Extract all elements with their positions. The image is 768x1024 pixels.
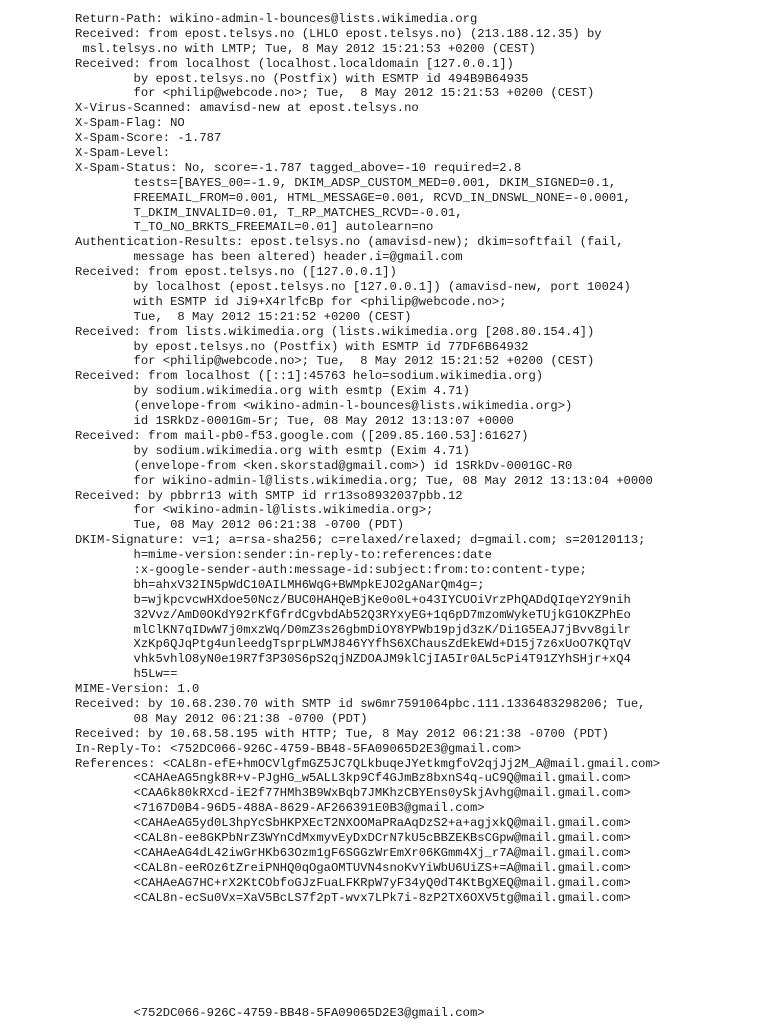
header-line: for <philip@webcode.no>; Tue, 8 May 2012 15:21:53 +0200 (CEST)	[75, 86, 595, 101]
header-line: h=mime-version:sender:in-reply-to:references:date	[75, 548, 492, 563]
header-line: Received: from epost.telsys.no (LHLO epost.telsys.no) (213.188.12.35) by	[75, 26, 602, 41]
header-line: MIME-Version: 1.0	[75, 682, 200, 697]
header-line: by epost.telsys.no (Postfix) with ESMTP id 77DF6B64932	[75, 339, 529, 354]
header-line: (envelope-from <wikino-admin-l-bounces@lists.wikimedia.org>)	[75, 399, 573, 414]
header-line: <CAHAeAG7HC+rX2KtCObfoGJzFuaLFKRpW7yF34yQ0dT4KtBgXEQ@mail.gmail.com>	[75, 875, 631, 890]
header-line: tests=[BAYES_00=-1.9, DKIM_ADSP_CUSTOM_MED=0.001, DKIM_SIGNED=0.1,	[75, 175, 617, 190]
header-line: Received: from localhost (localhost.localdomain [127.0.0.1])	[75, 56, 514, 71]
header-line: id 1SRkDz-0001Gm-5r; Tue, 08 May 2012 13:13:07 +0000	[75, 414, 514, 429]
header-line: FREEMAIL_FROM=0.001, HTML_MESSAGE=0.001, RCVD_IN_DNSWL_NONE=-0.0001,	[75, 190, 631, 205]
header-line: T_DKIM_INVALID=0.01, T_RP_MATCHES_RCVD=-0.01,	[75, 205, 463, 220]
header-line: Received: from localhost ([::1]:45763 helo=sodium.wikimedia.org)	[75, 369, 544, 384]
header-line: msl.telsys.no with LMTP; Tue, 8 May 2012 15:21:53 +0200 (CEST)	[75, 41, 536, 56]
header-line: X-Spam-Level:	[75, 146, 171, 161]
header-line: <CAA6k80kRXcd-iE2f77HMh3B9WxBqb7JMKhzCBYEns0ySkjAvhg@mail.gmail.com>	[75, 786, 631, 801]
message-id-footer: <752DC066-926C-4759-BB48-5FA09065D2E3@gmail.com>	[75, 1006, 485, 1020]
header-line: by localhost (epost.telsys.no [127.0.0.1]) (amavisd-new, port 10024)	[75, 280, 631, 295]
header-line: <CAL8n-eeROz6tZreiPNHQ0qOgaOMTUVN4snoKvYiWbU6UiZS+=A@mail.gmail.com>	[75, 860, 631, 875]
email-raw-headers	[75, 12, 765, 905]
header-line: b=wjkpcvcwHXdoe50Ncz/BUC0HAHQeBjKe0o0L+o43IYCUOiVrzPhQADdQIqeY2Y9nih	[75, 592, 631, 607]
header-line: h5Lw==	[75, 667, 178, 682]
header-line: <7167D0B4-96D5-488A-8629-AF266391E0B3@gmail.com>	[75, 801, 485, 816]
header-line: <CAL8n-ee8GKPbNrZ3WYnCdMxmyvEyDxDCrN7kU5cBBZEKBsCGpw@mail.gmail.com>	[75, 830, 631, 845]
header-line: X-Spam-Status: No, score=-1.787 tagged_above=-10 required=2.8	[75, 160, 522, 175]
header-line: Received: from lists.wikimedia.org (lists.wikimedia.org [208.80.154.4])	[75, 324, 595, 339]
header-line: <CAHAeAG5ngk8R+v-PJgHG_w5ALL3kp9Cf4GJmBz8bxnS4q-uC9Q@mail.gmail.com>	[75, 771, 631, 786]
header-line: Tue, 8 May 2012 15:21:52 +0200 (CEST)	[75, 309, 412, 324]
header-line: T_TO_NO_BRKTS_FREEMAIL=0.01] autolearn=no	[75, 220, 434, 235]
header-line: Tue, 08 May 2012 06:21:38 -0700 (PDT)	[75, 518, 405, 533]
header-line: XzKp6QJqPtg4unleedgTsprpLWMJ846YYfhS6XChausZdEkEWd+D15j7z6xUoO7KQTqV	[75, 637, 631, 652]
header-line: Received: from mail-pb0-f53.google.com ([209.85.160.53]:61627)	[75, 428, 529, 443]
header-line: for <wikino-admin-l@lists.wikimedia.org>;	[75, 503, 434, 518]
header-line: X-Spam-Score: -1.787	[75, 131, 222, 146]
header-line: :x-google-sender-auth:message-id:subject:from:to:content-type;	[75, 562, 587, 577]
header-line: Authentication-Results: epost.telsys.no (amavisd-new); dkim=softfail (fail,	[75, 235, 624, 250]
header-line: <CAL8n-ecSu0Vx=XaV5BcLS7f2pT-wvx7LPk7i-8zP2TX6OXV5tg@mail.gmail.com>	[75, 890, 631, 905]
header-line: DKIM-Signature: v=1; a=rsa-sha256; c=relaxed/relaxed; d=gmail.com; s=20120113;	[75, 533, 646, 548]
header-line: bh=ahxV32IN5pWdC10AILMH6WqG+BWMpkEJO2gANarQm4g=;	[75, 577, 485, 592]
header-line: mlClKN7qIDwW7j0mxzWq/D0mZ3s26gbmDiOY8YPWb19pjd3zK/Di1G5EAJ7jBvv8gilr	[75, 622, 631, 637]
header-line: Return-Path: wikino-admin-l-bounces@lists.wikimedia.org	[75, 12, 478, 26]
header-line: (envelope-from <ken.skorstad@gmail.com>) id 1SRkDv-0001GC-R0	[75, 458, 573, 473]
header-line: <CAHAeAG5yd0L3hpYcSbHKPXEcT2NXOOMaPRaAqDzS2+a+agjxkQ@mail.gmail.com>	[75, 816, 631, 831]
header-line: Received: by 10.68.230.70 with SMTP id sw6mr7591064pbc.111.1336483298206; Tue,	[75, 696, 646, 711]
header-line: Received: by pbbrr13 with SMTP id rr13so8932037pbb.12	[75, 488, 463, 503]
header-line: by epost.telsys.no (Postfix) with ESMTP id 494B9B64935	[75, 71, 529, 86]
header-line: by sodium.wikimedia.org with esmtp (Exim 4.71)	[75, 443, 470, 458]
header-line: for wikino-admin-l@lists.wikimedia.org; Tue, 08 May 2012 13:13:04 +0000	[75, 473, 653, 488]
header-line: for <philip@webcode.no>; Tue, 8 May 2012 15:21:52 +0200 (CEST)	[75, 354, 595, 369]
header-line: Received: from epost.telsys.no ([127.0.0.1])	[75, 265, 397, 280]
header-line: by sodium.wikimedia.org with esmtp (Exim 4.71)	[75, 384, 470, 399]
header-line: Received: by 10.68.58.195 with HTTP; Tue, 8 May 2012 06:21:38 -0700 (PDT)	[75, 726, 609, 741]
header-line: 08 May 2012 06:21:38 -0700 (PDT)	[75, 711, 368, 726]
header-line: References: <CAL8n-efE+hmOCVlgfmGZ5JC7QLkbuqeJYetkmgfoV2qjJj2M_A@mail.gmail.com>	[75, 756, 661, 771]
header-line: <CAHAeAG4dL42iwGrHKb63Ozm1gF6SGGzWrEmXr06KGmm4Xj_r7A@mail.gmail.com>	[75, 845, 631, 860]
header-line: 32Vvz/AmD0OKdY92rKfGfrdCgvbdAb52Q3RYxyEG+1q6pD7mzomWykeTUjkG1OKZPhEo	[75, 607, 631, 622]
header-line: In-Reply-To: <752DC066-926C-4759-BB48-5FA09065D2E3@gmail.com>	[75, 741, 522, 756]
header-line: X-Spam-Flag: NO	[75, 116, 185, 131]
header-line: X-Virus-Scanned: amavisd-new at epost.telsys.no	[75, 101, 419, 116]
header-line: vhk5vhlO8yN0e19R7f3P30S6pS2qjNZDOAJM9klCjIA5Ir0AL5cPi4T91ZYhSHjr+xQ4	[75, 652, 631, 667]
header-line: with ESMTP id Ji9+X4rlfcBp for <philip@webcode.no>;	[75, 294, 507, 309]
header-line: message has been altered) header.i=@gmail.com	[75, 250, 463, 265]
